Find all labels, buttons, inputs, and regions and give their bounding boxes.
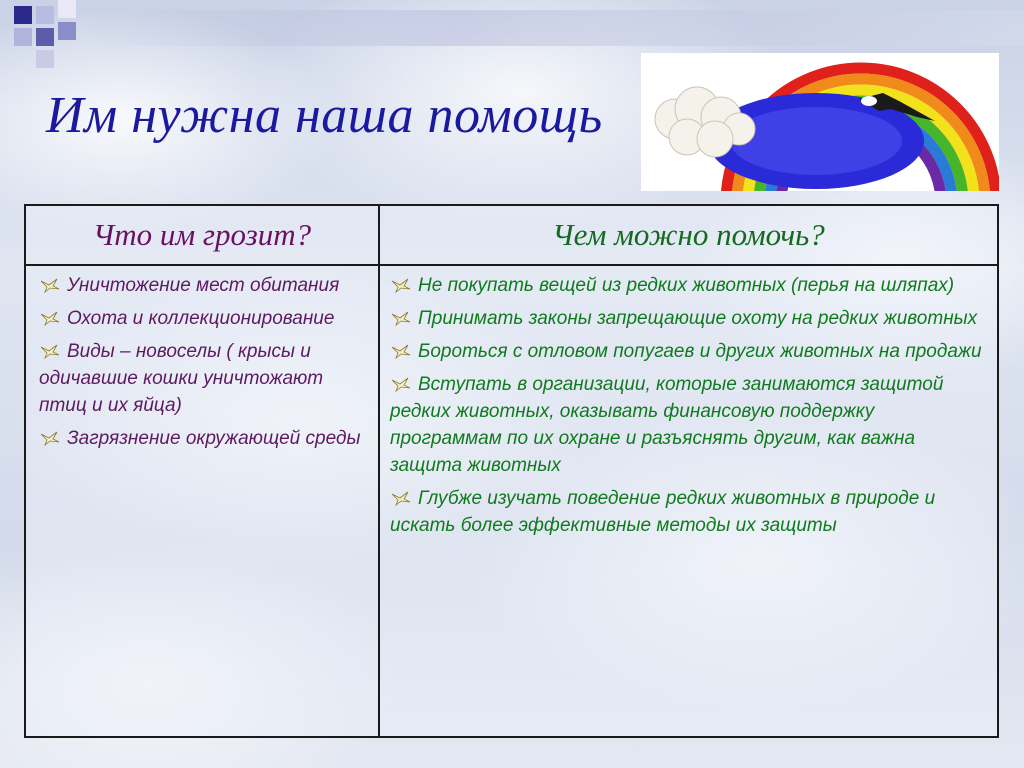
list-item: Вступать в организации, которые занимаются защитой редких животных, оказывать финансовую поддержку программам по их охране и разъяснять другим, как важна защита животных xyxy=(390,374,944,476)
dove-icon xyxy=(39,343,61,359)
list-item: Принимать законы запрещающие охоту на редких животных xyxy=(390,305,983,332)
decorative-square xyxy=(58,22,76,40)
dove-icon xyxy=(39,430,61,446)
threats-column xyxy=(26,266,380,736)
dove-icon xyxy=(390,277,412,293)
list-item: Охота и коллекционирование xyxy=(39,305,370,332)
dove-icon xyxy=(390,310,412,326)
list-item: Загрязнение окружающей среды xyxy=(39,425,370,452)
decorative-square xyxy=(14,28,32,46)
help-header: Чем можно помочь? xyxy=(380,206,997,266)
threats-list xyxy=(26,266,378,452)
threats-header: Что им грозит? xyxy=(26,206,380,266)
list-item: Бороться с отловом попугаев и других животных на продажи xyxy=(390,338,983,365)
decorative-square xyxy=(36,50,54,68)
help-list xyxy=(380,266,997,539)
dove-icon xyxy=(39,310,61,326)
dove-icon xyxy=(390,376,412,392)
decorative-square xyxy=(36,6,54,24)
info-table xyxy=(24,204,999,738)
dove-icon xyxy=(390,490,412,506)
slide-title: Им нужна наша помощь xyxy=(46,87,603,144)
list-item: Глубже изучать поведение редких животных в природе и искать более эффективные методы их защиты xyxy=(390,488,936,536)
decorative-top-bar xyxy=(80,10,1024,46)
help-column xyxy=(380,266,997,736)
decorative-square xyxy=(58,0,76,18)
decorative-square xyxy=(36,28,54,46)
dove-icon xyxy=(390,343,412,359)
list-item: Не покупать вещей из редких животных (перья на шляпах) xyxy=(390,272,983,299)
list-item: Уничтожение мест обитания xyxy=(39,272,370,299)
rainbow-dove-illustration xyxy=(641,53,999,191)
decorative-square xyxy=(14,6,32,24)
list-item: Виды – новоселы ( крысы и одичавшие кошки уничтожают птиц и их яйца) xyxy=(39,341,324,416)
dove-icon xyxy=(39,277,61,293)
